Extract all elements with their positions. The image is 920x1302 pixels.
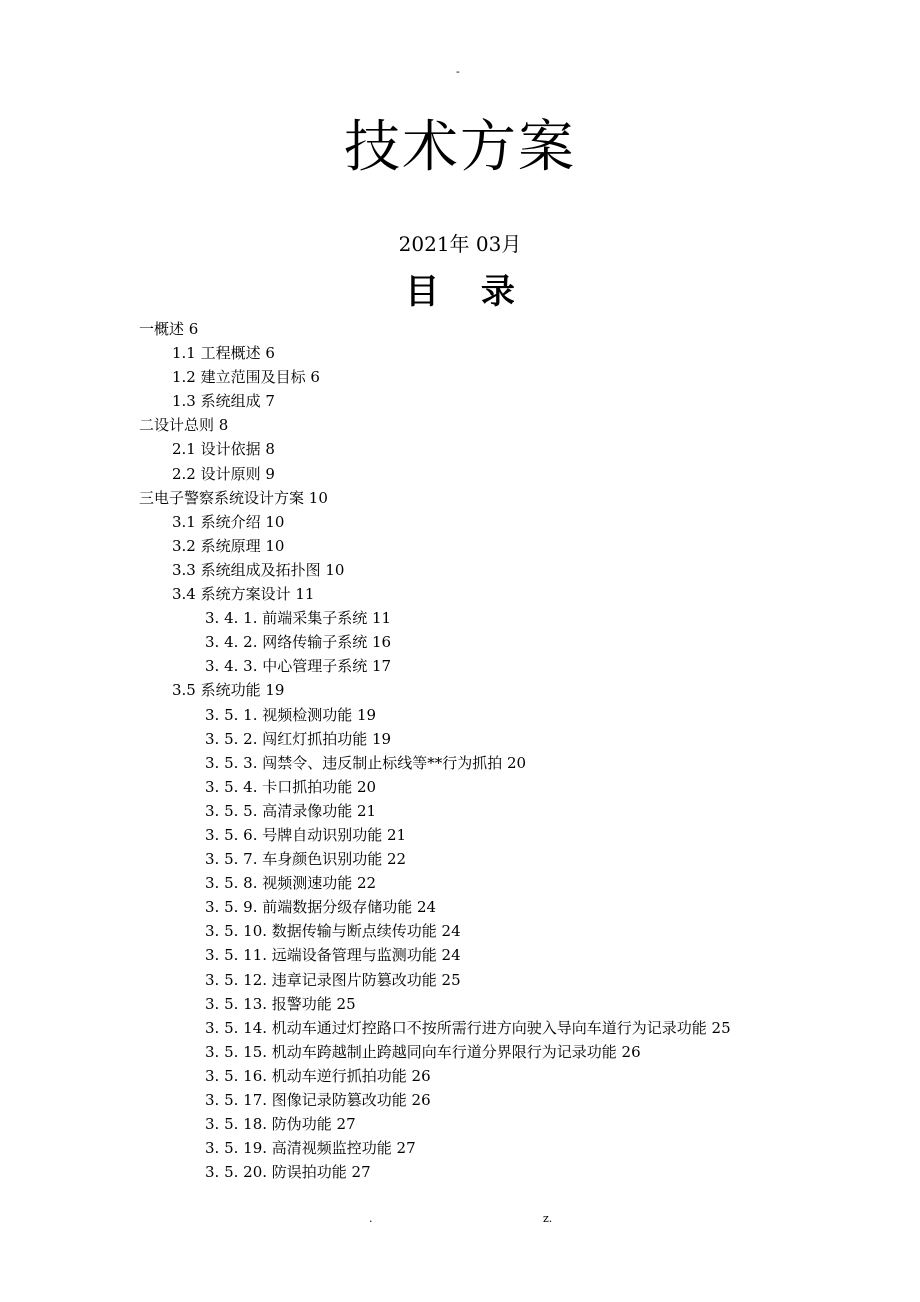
page-footer-right: z. (543, 1212, 553, 1225)
toc-entry[interactable]: 3. 5. 19. 高清视频监控功能 27 (205, 1139, 416, 1158)
toc-entry[interactable]: 3. 5. 14. 机动车通过灯控路口不按所需行进方向驶入导向车道行为记录功能 25 (205, 1018, 731, 1037)
toc-entry[interactable]: 1.2 建立范围及目标 6 (172, 368, 320, 387)
toc-entry[interactable]: 3. 5. 12. 违章记录图片防篡改功能 25 (205, 970, 461, 989)
toc-entry[interactable]: 3. 5. 1. 视频检测功能 19 (205, 705, 377, 724)
toc-heading: 目 录 (405, 272, 515, 312)
toc-entry[interactable]: 3. 5. 3. 闯禁令、违反制止标线等**行为抓拍 20 (205, 753, 527, 772)
table-of-contents (0, 317, 920, 1184)
toc-entry[interactable]: 3. 4. 2. 网络传输子系统 16 (205, 633, 392, 652)
page-header-mark: - (456, 65, 460, 78)
toc-entry[interactable]: 3.3 系统组成及拓扑图 10 (172, 560, 345, 579)
toc-entry[interactable]: 三电子警察系统设计方案 10 (139, 488, 328, 507)
toc-entry[interactable]: 3. 5. 11. 远端设备管理与监测功能 24 (205, 946, 461, 965)
toc-entry[interactable]: 3. 5. 17. 图像记录防篡改功能 26 (205, 1091, 431, 1109)
toc-entry[interactable]: 2.2 设计原则 9 (172, 464, 275, 483)
toc-entry[interactable]: 3. 5. 6. 号牌自动识别功能 21 (205, 825, 407, 844)
toc-entry[interactable]: 一概述 6 (139, 320, 199, 338)
toc-entry[interactable]: 3. 5. 7. 车身颜色识别功能 22 (205, 850, 407, 869)
toc-entry[interactable]: 二设计总则 8 (139, 416, 229, 435)
page-footer-left: . (369, 1212, 373, 1225)
toc-entry[interactable]: 3. 4. 3. 中心管理子系统 17 (205, 657, 392, 676)
toc-entry[interactable]: 1.3 系统组成 7 (172, 392, 275, 411)
toc-entry[interactable]: 2.1 设计依据 8 (172, 440, 275, 459)
toc-entry[interactable]: 3.4 系统方案设计 11 (172, 585, 315, 604)
document-date: 2021年 03月 (398, 232, 522, 256)
toc-entry[interactable]: 3. 5. 9. 前端数据分级存储功能 24 (205, 898, 437, 917)
toc-entry[interactable]: 1.1 工程概述 6 (172, 344, 275, 363)
toc-entry[interactable]: 3. 5. 2. 闯红灯抓拍功能 19 (205, 729, 392, 748)
toc-entry[interactable]: 3. 5. 15. 机动车跨越制止跨越同向车行道分界限行为记录功能 26 (205, 1042, 641, 1061)
document-title: 技术方案 (344, 115, 576, 180)
toc-entry[interactable]: 3.2 系统原理 10 (172, 536, 285, 555)
toc-entry[interactable]: 3. 5. 10. 数据传输与断点续传功能 24 (205, 922, 461, 941)
toc-entry[interactable]: 3. 5. 16. 机动车逆行抓拍功能 26 (205, 1066, 431, 1085)
toc-entry[interactable]: 3.5 系统功能 19 (172, 681, 285, 700)
toc-entry[interactable]: 3. 5. 18. 防伪功能 27 (205, 1115, 356, 1134)
toc-entry[interactable]: 3. 5. 20. 防误拍功能 27 (205, 1163, 371, 1182)
toc-entry[interactable]: 3. 5. 8. 视频测速功能 22 (205, 874, 377, 893)
toc-entry[interactable]: 3. 5. 13. 报警功能 25 (205, 994, 356, 1013)
toc-entry[interactable]: 3. 4. 1. 前端采集子系统 11 (205, 609, 392, 628)
toc-entry[interactable]: 3. 5. 4. 卡口抓拍功能 20 (205, 777, 377, 796)
toc-entry[interactable]: 3.1 系统介绍 10 (172, 512, 285, 531)
toc-entry[interactable]: 3. 5. 5. 高清录像功能 21 (205, 801, 377, 820)
